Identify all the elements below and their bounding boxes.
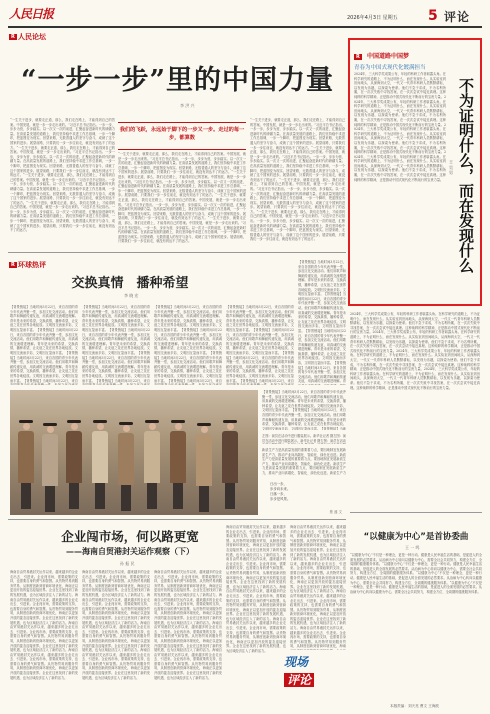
footer-credits: 本版责编：刘天亮 曹文 王海波 [390,704,440,708]
bottom-col-1: 海南自由贸易港封关运作以来，越来越多的企业走出去、引进来。企业闯市场，需要政策的支持，也需要自身的勇气和智慧。从货物贸易到服务贸易，从制度创新到营商环境优化，海南正以更加开放的姿态迎接世界。企业在这里找到了新的发展机遇，也为区域经济注入了新的活力。海南自由贸易港封关运作以来，越来越多的企业走出去、引进来。企业闯市场，需要政策的支持，也需要自身的勇气和智慧。从货物贸易到服务贸易，从制度创新到营商环境优化，海南正以更加开放的姿态迎接世界。企业在这里找到了新的发展机遇，也为区域经济注入了新的活力。海南自由贸易港封关运作以来，越来越多的企业走出去、引进来。企业闯市场，需要政策的支持，也需要自身的勇气和智慧。从货物贸易到服务贸易，从制度创新到营商环境优化，海南正以更加开放的姿态迎接世界。企业在这里找到了新的发展机遇，也为区域经济注入了新的活力。海南自由贸易港封关运作以来，越来越多的企业走出去、引进来。企业闯市场，需要政策的支持，也需要自身的勇气和智慧。从货物贸易到服务贸易，从制度创新到营商环境优化，海南正以更加开放的姿态迎接世界。企业在这里找到了新的发展机遇，也为区域经济注入了新的活力。 [10,570,78,680]
masthead-logo: 人民日报 [9,7,54,21]
divider [350,512,482,513]
notice-body: 新质生产力是高质量发展的重要着力点，要因地制宜发展新质生产力，推动产业向高端化、智能化、绿色化迈进。新质生产力是高质量发展的重要着力点，要因地制宜发展新质生产力，推动产业向高端化、智能化、绿色化迈进。新质生产力是高质量发展的重要着力点，要因地制宜发展新质生产力，推动产业向高端化、智能化、绿色化迈进。新质生产力 [262,448,346,475]
poem-line: 日落一步， [270,492,287,496]
banner-tag: R [356,54,360,60]
middle-col-3: 【背景链接】当地时间3月22日，来自各国的青少年代表齐聚一堂，参加文化交流活动。他们用歌声和舞蹈传递友谊，用真诚的交流增进理解。青年是未来的希望，交换真情，播种希望，让友谊之花在世界各地绽放。文明因交流而多彩，文明因互鉴而丰富。【背景链接】当地时间3月22日，来自各国的青少年代表齐聚一堂，参加文化交流活动。他们用歌声和舞蹈传递友谊，用真诚的交流增进理解。青年是未来的希望，交换真情，播种希望，让友谊之花在世界各地绽放。文明因交流而多彩，文明因互鉴而丰富。【背景链接】当地时间3月22日，来自各国的青少年代表齐聚一堂，参加文化交流活动。他们用歌声和舞蹈传递友谊，用真诚的交流增进理解。青年是未来的希望，交换真情，播种希望，让友谊之花在世界各地绽放。文明因交流而多彩，文明因互鉴而丰富。【背景链接】当地时间3月22日，来自 [154,305,222,383]
page-number: 5 [428,8,438,24]
middle-col-5: 【背景链接】当地时间3月22日，来自各国的青少年代表齐聚一堂，参加文化交流活动。他们用歌声和舞蹈传递友谊，用真诚的交流增进理解。青年是未来的希望，交换真情，播种希望，让友谊之花在世界各地绽放。文明因交流而多彩，文明因互鉴而丰富。【背景链接】当地时间3月22日，来自各国的青少年代表齐聚一堂，参加文化交流活动。他们用歌声和舞蹈传递友谊，用真诚的交流增进理解。青年是未来的希望，交换真情，播种希望，让友谊之花在世界各地绽放。文明因交流而多彩，文明因互鉴而丰富。【背景链接】当地时间3月22日，来自各国的青少年代表齐聚一堂，参加文化交流活动。他们用歌声和舞蹈传递友谊，用真诚的交流增进理解。青年是未来的希望，交换真情，播种希望，让友谊之花在世界各地绽放。文明因交流而多彩，文明因互鉴而丰富。【背景链接】当地时间3月22日，来自各国的青少年代表齐聚一堂，参加文化交流活动。他们用歌声和舞蹈传递友谊，用真诚的交流增进理解。青 [298,260,346,384]
bottom-right-author: 王 一 鸣 [405,545,420,550]
middle-col-1: 【背景链接】当地时间3月22日，来自各国的青少年代表齐聚一堂，参加文化交流活动。他们用歌声和舞蹈传递友谊，用真诚的交流增进理解。青年是未来的希望，交换真情，播种希望，让友谊之花在世界各地绽放。文明因交流而多彩，文明因互鉴而丰富。【背景链接】当地时间3月22日，来自各国的青少年代表齐聚一堂，参加文化交流活动。他们用歌声和舞蹈传递友谊，用真诚的交流增进理解。青年是未来的希望，交换真情，播种希望，让友谊之花在世界各地绽放。文明因交流而多彩，文明因互鉴而丰富。【背景链接】当地时间3月22日，来自各国的青少年代表齐聚一堂，参加文化交流活动。他们用歌声和舞蹈传递友谊，用真诚的交流增进理解。青年是未来的希望，交换真情，播种希望，让友谊之花在世界各地绽放。文明因交流而多彩，文明因互鉴而丰富。【背景链接】当地时间3月22日，来自 [10,305,78,383]
bottom-right-body: “以健康为中心”不仅是一种理念，更是一种行动。健康是人民幸福生活的基础，是促进人的全面发展的必然要求。从治病为中心转向以健康为中心，需要全社会共同努力，构建全方位、全周期的健康服务体系。“以健康为中心”不仅是一种理念，更是一种行动。健康是人民幸福生活的基础，是促进人的全面发展的必然要求。从治病为中心转向以健康为中心，需要全社会共同努力，构建全方位、全周期的健康服务体系。“以健康为中心”不仅是一种理念，更是一种行动。健康是人民幸福生活的基础，是促进人的全面发展的必然要求。从治病为中心转向以健康为中心，需要全社会共同努力，构建全方位、全周期的健康服务体系。“以健康为中心”不仅是一种理念，更是一种行动。健康是人民幸福生活的基础，是促进人的全面发展的必然要求。从治病为中心转向以健康为中心，需要全社会共同努力，构建全方位、全周期的健康服务体系。 [350,553,482,594]
fashion-show-photo [10,390,258,515]
bottom-article-subtitle: ——海南自贸港封关运作观察（下） [66,547,194,556]
top-article-col2: “一生关于进步，就要走正道，那么，我们走在路上，才能得到自己的答案。中国发展，就是一步一步走出来的。”习近平总书记指出。一步一步，步步为营，步步踏实。以一次又一次的前进，汇聚起奋进新时代的磅礴力量。在高质量发展的道路上，我们坚持稳中求进工作总基调，一步一个脚印，把蓝图变为现实。回望来路，无数普通人的坚守与奋斗，成就了这个国家的进步。展望前路，只要我们一步一步往前走，就没有到达不了的远方。“一生关于进步，就要走正道，那么，我们走在路上，才能得到自己的答案。中国发展，就是一步一步走出来的。”习近平总书记指出。一步一步，步步为营，步步踏实。以一次又一次的前进，汇聚起奋进新时代的磅礴力量。在高质量发展的道路上，我们坚持稳中求进工作总基调，一步一个脚印，把蓝图变为现实。回望来路，无数普通人的坚守与奋斗，成就了这个国家的进步。展望前路，只要我们一步一步往前走，就没有到达不了的远方。“一生关于进步，就要走正道，那么，我们走在路上，才能得到自己的答案。中国发展，就是一步一步走出来的。”习近平总书记指出。一步一步，步步为营，步步踏实。以一次又一次的前进，汇聚起奋进新时代的磅礴力量。在高质量发展的道路上，我们坚持稳中求进工作总基调，一步一个脚印，把蓝图变为现实。回望来路，无数普通人的坚守与奋斗，成就了这个国家的进步。展望前路，只要我们一步一步往前走，就没有到达不了的远方。“一生关于进步，就要走正道，那么，我们走在路上，才能得到自己的答案。中国发展，就是一步一步走出来的。”习近平总书记指出。一步一步，步步为营，步步踏实。以一次又一次的前进，汇聚起奋进新时代的磅礴力量。在高质量发展的道路上，我们坚持稳中求进工作总基调，一步一个脚印，把蓝图变为现实。回望来路，无数普通人的坚守与奋斗，成就了这个国家的进步。展望前路，只要我们一步一步往前走，就没有到达不了的远方。 [118,152,246,244]
section-name: 评论 [444,10,471,24]
hot-label: 环球热评 [18,261,46,269]
top-article-col3: “一生关于进步，就要走正道，那么，我们走在路上，才能得到自己的答案。中国发展，就是一步一步走出来的。”习近平总书记指出。一步一步，步步为营，步步踏实。以一次又一次的前进，汇聚起奋进新时代的磅礴力量。在高质量发展的道路上，我们坚持稳中求进工作总基调，一步一个脚印，把蓝图变为现实。回望来路，无数普通人的坚守与奋斗，成就了这个国家的进步。展望前路，只要我们一步一步往前走，就没有到达不了的远方。“一生关于进步，就要走正道，那么，我们走在路上，才能得到自己的答案。中国发展，就是一步一步走出来的。”习近平总书记指出。一步一步，步步为营，步步踏实。以一次又一次的前进，汇聚起奋进新时代的磅礴力量。在高质量发展的道路上，我们坚持稳中求进工作总基调，一步一个脚印，把蓝图变为现实。回望来路，无数普通人的坚守与奋斗，成就了这个国家的进步。展望前路，只要我们一步一步往前走，就没有到达不了的远方。“一生关于进步，就要走正道，那么，我们走在路上，才能得到自己的答案。中国发展，就是一步一步走出来的。”习近平总书记指出。一步一步，步步为营，步步踏实。以一次又一次的前进，汇聚起奋进新时代的磅礴力量。在高质量发展的道路上，我们坚持稳中求进工作总基调，一步一个脚印，把蓝图变为现实。回望来路，无数普通人的坚守与奋斗，成就了这个国家的进步。展望前路，只要我们一步一步往前走，就没有到达不了的远方。“一生关于进步，就要走正道，那么，我们走在路上，才能得到自己的答案。中国发展，就是一步一步走出来的。”习近平总书记指出。一步一步，步步为营，步步踏实。以一次又一次的前进，汇聚起奋进新时代的磅礴力量。在高质量发展的道路上，我们坚持稳中求进工作总基调，一步一个脚印，把蓝图变为现实。回望来路，无数普通人的坚守与奋斗，成就了这个国家的进步。展望前路，只要我们一步一步往前走，就没有到达不了的远方。 [250,118,345,242]
bottom-article-title: 企业闯市场，何以路更宽 [61,529,199,544]
divider [8,252,346,253]
column-tag: R [11,34,15,40]
middle-col-4: 【背景链接】当地时间3月22日，来自各国的青少年代表齐聚一堂，参加文化交流活动。他们用歌声和舞蹈传递友谊，用真诚的交流增进理解。青年是未来的希望，交换真情，播种希望，让友谊之花在世界各地绽放。文明因交流而多彩，文明因互鉴而丰富。【背景链接】当地时间3月22日，来自各国的青少年代表齐聚一堂，参加文化交流活动。他们用歌声和舞蹈传递友谊，用真诚的交流增进理解。青年是未来的希望，交换真情，播种希望，让友谊之花在世界各地绽放。文明因交流而多彩，文明因互鉴而丰富。【背景链接】当地时间3月22日，来自各国的青少年代表齐聚一堂，参加文化交流活动。他们用歌声和舞蹈传递友谊，用真诚的交流增进理解。青年是未来的希望，交换真情，播种希望，让友谊之花在世界各地绽放。文明因交流而多彩，文明因互鉴而丰富。【背景链接】当地时间3月22日，来自 [226,305,294,383]
bottom-right-title: “以健康为中心”是首协委曲 [363,532,469,542]
pullquote-text: 我们的飞跃，永远始于脚下的一步又一步。走过的每一步，都算数 [119,127,245,141]
logo-line-2: 评论 [284,673,314,687]
photo-caption: 左图：演员在活动中进行服装展示。新华社记者 摄左图：演员在活动中进行服装展示。新华社记者 摄左图：演员在活动 [262,434,346,443]
issue-date: 2026年4月3日 星期五 [347,15,398,21]
banner-subtitle: 青春为中国式现代化镀满担当 [354,65,426,71]
right-middle-col: 2024年，三大科学奖成果公布，年轻的科研工作者崭露头角。在科学研究的道路上，不为证明什么，而在发现什么。从实验室到田间地头，从深海到太空，一代又一代青年科研人员默默耕耘，以发现为乐趣，以探索为使命。他们不急于求成，不为名利所累，在一次次失败中寻找答案，在一次次尝试中接近真理。这种纯粹的科学精神，正是推动中国式现代化不断前行的宝贵力量。2024年，三大科学奖成果公布，年轻的科研工作者崭露头角。在科学研究的道路上，不为证明什么，而在发现什么。从实验室到田间地头，从深海到太空，一代又一代青年科研人员默默耕耘，以发现为乐趣，以探索为使命。他们不急于求成，不为名利所累，在一次次失败中寻找答案，在一次次尝试中接近真理。这种纯粹的科学精神，正是推动中国式现代化不断前行的宝贵力量。2024年，三大科学奖成果公布，年轻的科研工作者崭露头角。在科学研究的道路上，不为证明什么，而在发现什么。从实验室到田间地头，从深海到太空，一代又一代青年科研人员默默耕耘，以发现为乐趣，以探索为使命。他们不急于求成，不为名利所累，在一次次失败中寻找答案，在一次次尝试中接近真理。这种纯粹的科学精神，正是推动中国式现代化不断前行的宝贵力量。2024年，三大科学奖成果公布，年轻的科研工作者崭露头角。在科学研究的道路上，不为证明什么，而在发现什么。从实验室到田间地头，从深海到太空，一代又一代青年科研人员默默耕耘，以发现为乐趣，以探索为使命。他们不急于求成，不为名利所累，在一次次失败中寻找答案，在一次次尝试中接近真理。这种纯粹的科学精神，正是推动中国式现代化不断前行的宝贵力量。 [350,312,480,390]
notice-poem [262,482,346,502]
middle-col-2: 【背景链接】当地时间3月22日，来自各国的青少年代表齐聚一堂，参加文化交流活动。他们用歌声和舞蹈传递友谊，用真诚的交流增进理解。青年是未来的希望，交换真情，播种希望，让友谊之花在世界各地绽放。文明因交流而多彩，文明因互鉴而丰富。【背景链接】当地时间3月22日，来自各国的青少年代表齐聚一堂，参加文化交流活动。他们用歌声和舞蹈传递友谊，用真诚的交流增进理解。青年是未来的希望，交换真情，播种希望，让友谊之花在世界各地绽放。文明因交流而多彩，文明因互鉴而丰富。【背景链接】当地时间3月22日，来自各国的青少年代表齐聚一堂，参加文化交流活动。他们用歌声和舞蹈传递友谊，用真诚的交流增进理解。青年是未来的希望，交换真情，播种希望，让友谊之花在世界各地绽放。文明因交流而多彩，文明因互鉴而丰富。【背景链接】当地时间3月22日，来自 [82,305,150,383]
poem-line: 日出一步， [270,482,287,486]
middle-col-6: 【背景链接】当地时间3月22日，来自各国的青少年代表齐聚一堂，参加文化交流活动。他们用歌声和舞蹈传递友谊，用真诚的交流增进理解。青年是未来的希望，交换真情，播种希望，让友谊之花在世界各地绽放。文明因交流而多彩，文明因互鉴而丰富。【背景链接】当地时间3月22日，来自各国的青少年代表齐聚一堂，参加文化交流活动。他们用歌声和舞蹈传递友谊，用真诚的交流增进理解。青年是未来的希望，交换真情，播种希望，让友谊之花在世界各地绽放。文明因交流而多彩，文明因互鉴而丰富。【背景链接】当地 [262,390,346,430]
column-label: 人民论坛 [18,33,46,41]
poem-line: 步步是风景。 [270,497,291,501]
top-article-col1: “一生关于进步，就要走正道，那么，我们走在路上，才能得到自己的答案。中国发展，就是一步一步走出来的。”习近平总书记指出。一步一步，步步为营，步步踏实。以一次又一次的前进，汇聚起奋进新时代的磅礴力量。在高质量发展的道路上，我们坚持稳中求进工作总基调，一步一个脚印，把蓝图变为现实。回望来路，无数普通人的坚守与奋斗，成就了这个国家的进步。展望前路，只要我们一步一步往前走，就没有到达不了的远方。“一生关于进步，就要走正道，那么，我们走在路上，才能得到自己的答案。中国发展，就是一步一步走出来的。”习近平总书记指出。一步一步，步步为营，步步踏实。以一次又一次的前进，汇聚起奋进新时代的磅礴力量。在高质量发展的道路上，我们坚持稳中求进工作总基调，一步一个脚印，把蓝图变为现实。回望来路，无数普通人的坚守与奋斗，成就了这个国家的进步。展望前路，只要我们一步一步往前走，就没有到达不了的远方。“一生关于进步，就要走正道，那么，我们走在路上，才能得到自己的答案。中国发展，就是一步一步走出来的。”习近平总书记指出。一步一步，步步为营，步步踏实。以一次又一次的前进，汇聚起奋进新时代的磅礴力量。在高质量发展的道路上，我们坚持稳中求进工作总基调，一步一个脚印，把蓝图变为现实。回望来路，无数普通人的坚守与奋斗，成就了这个国家的进步。展望前路，只要我们一步一步往前走，就没有到达不了的远方。“一生关于进步，就要走正道，那么，我们走在路上，才能得到自己的答案。中国发展，就是一步一步走出来的。”习近平总书记指出。一步一步，步步为营，步步踏实。以一次又一次的前进，汇聚起奋进新时代的磅礴力量。在高质量发展的道路上，我们坚持稳中求进工作总基调，一步一个脚印，把蓝图变为现实。回望来路，无数普通人的坚守与奋斗，成就了这个国家的进步。展望前路，只要我们一步一步往前走，就没有到达不了的远方。 [10,118,115,233]
logo-line-1: 现场 [284,655,309,669]
live-commentary-logo [284,655,344,699]
masthead-rule [8,26,482,28]
poem-line: 步步向未来。 [270,487,291,491]
top-article-author: 李 洪 兴 [180,103,195,108]
right-box-title: 不为证明什么，而在发现什么 [457,78,475,273]
middle-article-author: 李 晓 宏 [124,293,139,298]
pullquote [118,122,246,150]
top-article-title: “一步一步”里的中国力量 [20,65,335,96]
bottom-article-author: 孙 振 民 [120,561,135,566]
hot-tag: R [11,262,15,268]
right-box-author: 王 昊 男 [449,160,454,175]
notice-box [262,448,346,516]
banner [354,43,476,71]
notice-signoff: 焦 盛 文 [329,510,342,514]
banner-title: 中国道路中国梦 [366,53,409,60]
right-box-body-1: 2024年，三大科学奖成果公布，年轻的科研工作者崭露头角。在科学研究的道路上，不为证明什么，而在发现什么。从实验室到田间地头，从深海到太空，一代又一代青年科研人员默默耕耘，以发现为乐趣，以探索为使命。他们不急于求成，不为名利所累，在一次次失败中寻找答案，在一次次尝试中接近真理。这种纯粹的科学精神，正是推动中国式现代化不断前行的宝贵力量。2024年，三大科学奖成果公布，年轻的科研工作者崭露头角。在科学研究的道路上，不为证明什么，而在发现什么。从实验室到田间地头，从深海到太空，一代又一代青年科研人员默默耕耘，以发现为乐趣，以探索为使命。他们不急于求成，不为名利所累，在一次次失败中寻找答案，在一次次尝试中接近真理。这种纯粹的科学精神，正是推动中国式现代化不断前行的宝贵力量。2024年，三大科学奖成果公布，年轻的科研工作者崭露头角。在科学研究的道路上，不为证明什么，而在发现什么。从实验室到田间地头，从深海到太空，一代又一代青年科研人员默默耕耘，以发现为乐趣，以探索为使命。他们不急于求成，不为名利所累，在一次次失败中寻找答案，在一次次尝试中接近真理。这种纯粹的科学精神，正是推动中国式现代化不断前行的宝贵力量。2024年，三大科学奖成果公布，年轻的科研工作者崭露头角。在科学研究的道路上，不为证明什么，而在发现什么。从实验室到田间地头，从深海到太空，一代又一代青年科研人员默默耕耘，以发现为乐趣，以探索为使命。他们不急于求成，不为名利所累，在一次次失败中寻找答案，在一次次尝试中接近真理。这种纯粹的科学精神，正是推动中国式现代化不断前行的宝贵力量。 [354,72,446,182]
bottom-col-3: 海南自由贸易港封关运作以来，越来越多的企业走出去、引进来。企业闯市场，需要政策的支持，也需要自身的勇气和智慧。从货物贸易到服务贸易，从制度创新到营商环境优化，海南正以更加开放的姿态迎接世界。企业在这里找到了新的发展机遇，也为区域经济注入了新的活力。海南自由贸易港封关运作以来，越来越多的企业走出去、引进来。企业闯市场，需要政策的支持，也需要自身的勇气和智慧。从货物贸易到服务贸易，从制度创新到营商环境优化，海南正以更加开放的姿态迎接世界。企业在这里找到了新的发展机遇，也为区域经济注入了新的活力。海南自由贸易港封关运作以来，越来越多的企业走出去、引进来。企业闯市场，需要政策的支持，也需要自身的勇气和智慧。从货物贸易到服务贸易，从制度创新到营商环境优化，海南正以更加开放的姿态迎接世界。企业在这里找到了新的发展机遇，也为区域经济注入了新的活力。海南自由贸易港封关运作以来，越来越多的企业走出去、引进来。企业闯市场，需要政策的支持，也需要自身的勇气和智慧。从货物贸易到服务贸易，从制度创新到营商环境优化，海南正以更加开放的姿态迎接世界。企业在这里找到了新的发展机遇，也为区域经济注入了新的活力。 [154,570,222,680]
bottom-col-5: 海南自由贸易港封关运作以来，越来越多的企业走出去、引进来。企业闯市场，需要政策的支持，也需要自身的勇气和智慧。从货物贸易到服务贸易，从制度创新到营商环境优化，海南正以更加开放的姿态迎接世界。企业在这里找到了新的发展机遇，也为区域经济注入了新的活力。海南自由贸易港封关运作以来，越来越多的企业走出去、引进来。企业闯市场，需要政策的支持，也需要自身的勇气和智慧。从货物贸易到服务贸易，从制度创新到营商环境优化，海南正以更加开放的姿态迎接世界。企业在这里找到了新的发展机遇，也为区域经济注入了新的活力。海南自由贸易港封关运作以来，越来越多的企业走出去、引进来。企业闯市场，需要政策的支持，也需要自身的勇气和智慧。从货物贸易到服务贸易，从制度创新到营商环境优化，海南正以更加开放的姿态迎接世界。企业在这里找到了新的发展机遇，也为区域经济注入了新的活力。海南自由贸易港封关运作以来，越来越多的企业走出去、引进来。企业闯市场，需要政策的支持，也需要自身的勇气和智慧。从货物贸易到服务贸易，从制度创新到营商环境优化，海南 [290,525,346,649]
right-feature-box [348,38,482,306]
bottom-col-4: 海南自由贸易港封关运作以来，越来越多的企业走出去、引进来。企业闯市场，需要政策的支持，也需要自身的勇气和智慧。从货物贸易到服务贸易，从制度创新到营商环境优化，海南正以更加开放的姿态迎接世界。企业在这里找到了新的发展机遇，也为区域经济注入了新的活力。海南自由贸易港封关运作以来，越来越多的企业走出去、引进来。企业闯市场，需要政策的支持，也需要自身的勇气和智慧。从货物贸易到服务贸易，从制度创新到营商环境优化，海南正以更加开放的姿态迎接世界。企业在这里找到了新的发展机遇，也为区域经济注入了新的活力。海南自由贸易港封关运作以来，越来越多的企业走出去、引进来。企业闯市场，需要政策的支持，也需要自身的勇气和智慧。从货物贸易到服务贸易，从制度创新到营商环境优化，海南正以更加开放的姿态迎接世界。企业在这里找到了新的发展机遇，也为区域经济注入了新的活力。海南自由贸易港封关运作以来，越来越多的企业走出去、引进来。企业闯市场，需要政策的支持，也需要自身的勇气和智慧。从货物贸易到服务贸易，从制度创新到营商环境优化，海南正以更加开放的姿态迎接世界。企业在这里找到了新的发展机遇，也为区域经济注入了新的活力。 [226,525,286,654]
divider [8,519,346,520]
middle-article-title: 交换真情 播种希望 [71,276,189,291]
bottom-col-2: 海南自由贸易港封关运作以来，越来越多的企业走出去、引进来。企业闯市场，需要政策的支持，也需要自身的勇气和智慧。从货物贸易到服务贸易，从制度创新到营商环境优化，海南正以更加开放的姿态迎接世界。企业在这里找到了新的发展机遇，也为区域经济注入了新的活力。海南自由贸易港封关运作以来，越来越多的企业走出去、引进来。企业闯市场，需要政策的支持，也需要自身的勇气和智慧。从货物贸易到服务贸易，从制度创新到营商环境优化，海南正以更加开放的姿态迎接世界。企业在这里找到了新的发展机遇，也为区域经济注入了新的活力。海南自由贸易港封关运作以来，越来越多的企业走出去、引进来。企业闯市场，需要政策的支持，也需要自身的勇气和智慧。从货物贸易到服务贸易，从制度创新到营商环境优化，海南正以更加开放的姿态迎接世界。企业在这里找到了新的发展机遇，也为区域经济注入了新的活力。海南自由贸易港封关运作以来，越来越多的企业走出去、引进来。企业闯市场，需要政策的支持，也需要自身的勇气和智慧。从货物贸易到服务贸易，从制度创新到营商环境优化，海南正以更加开放的姿态迎接世界。企业在这里找到了新的发展机遇，也为区域经济注入了新的活力。 [82,570,150,680]
